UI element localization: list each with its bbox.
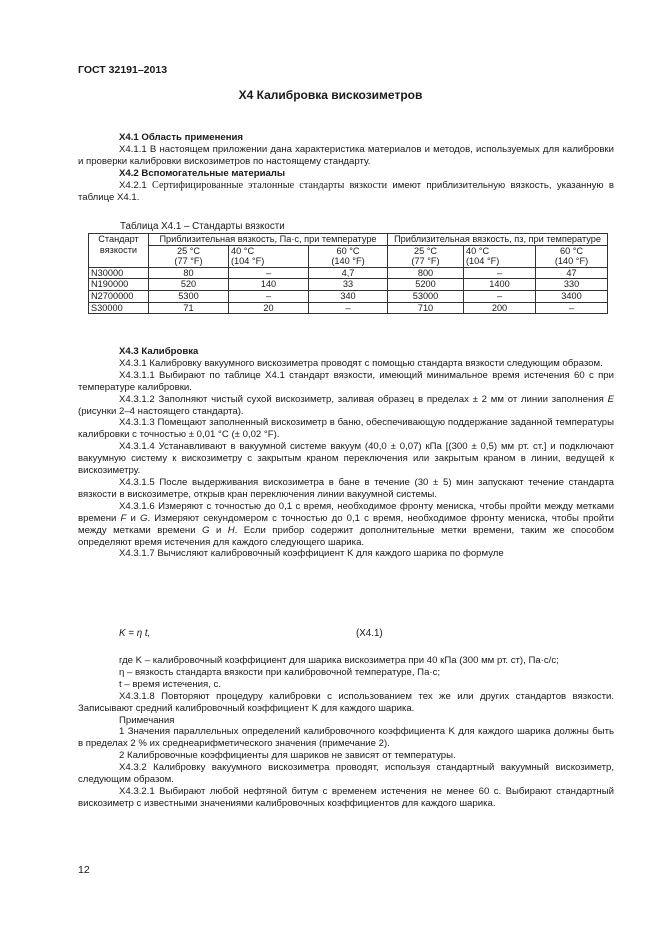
table-row (89, 267, 608, 279)
header-standard: Стандарт вязкости (89, 234, 149, 268)
table-cell: – (229, 290, 309, 302)
paragraph-text: имеют приблизительную вязкость, указанную в таблице Х4.1. (78, 179, 615, 203)
temp-cell: 25 °С (77 °F) (149, 245, 229, 267)
note-1: 1 Значения параллельных определений калибровочного коэффициента K для каждого шарика должны быть в пределах 2 % их среднеарифметического значения (примечание 2). (78, 726, 614, 750)
formula-where: где K – калибровочный коэффициент для шарика вискозиметра при 40 кПа (300 мм рт. ст), Па·с/с; (119, 655, 559, 666)
notes-title: Примечания (119, 714, 175, 726)
section-3 (78, 346, 614, 560)
paragraph-x4-3-2-1: Х4.3.2.1 Выбирают любой нефтяной битум с временем истечения не менее 60 с. Выбирают стандартный вискозиметр с известными значениями калибровочных коэффициентов для каждого шарика. (78, 785, 614, 809)
label-e: Е (607, 393, 614, 405)
paragraph-x4-1-1: Х4.1.1 В настоящем приложении дана характеристика материалов и методов, используемых для калибровки и проверки калибровки вискозиметров по настоящему стандарту. (78, 143, 614, 167)
certified-standards-text: Сертифицированные эталонные стандарты вязкости (152, 179, 388, 191)
paragraph-x4-3-2: Х4.3.2 Калибровку вакуумного вискозиметра проводят, используя стандартный вакуумный вискозиметр, следующим образом. (78, 762, 614, 786)
table-cell: N190000 (89, 279, 149, 291)
table-cell: 710 (388, 302, 464, 314)
table-cell: 71 (149, 302, 229, 314)
paragraph-x4-3-1-7: Х4.3.1.7 Вычисляют калибровочный коэффициент K для каждого шарика по формуле (119, 548, 504, 560)
page-number: 12 (78, 864, 90, 876)
table-cell: 3400 (536, 290, 608, 302)
paragraph-x4-2-1 (78, 180, 614, 204)
table-cell: – (464, 290, 536, 302)
table-cell: – (536, 302, 608, 314)
table-cell: 330 (536, 279, 608, 291)
table-cell: 200 (464, 302, 536, 314)
table-row (89, 302, 608, 314)
table-cell: 5300 (149, 290, 229, 302)
table-cell: 80 (149, 267, 229, 279)
table-temperature-row (89, 245, 608, 267)
temp-cell: 60 °С (140 °F) (309, 245, 388, 267)
table-cell: 5200 (388, 279, 464, 291)
table-cell: – (309, 302, 388, 314)
section-heading-x4-2: Х4.2 Вспомогательные материалы (119, 167, 286, 179)
formula-number: (Х4.1) (356, 628, 383, 639)
formula-t: t – время истечения, с. (119, 678, 221, 690)
table-cell: 520 (149, 279, 229, 291)
section-after-formula (78, 655, 614, 810)
sections-1-2 (78, 132, 614, 203)
table-cell: 33 (309, 279, 388, 291)
header-pz: Приблизительная вязкость, пз, при температуре (388, 234, 608, 246)
table-cell: N2700000 (89, 290, 149, 302)
table-row (89, 290, 608, 302)
table-row (89, 279, 608, 291)
header-pas: Приблизительная вязкость, Па·с, при температуре (149, 234, 388, 246)
paragraph-x4-3-1: Х4.3.1 Калибровку вакуумного вискозиметра проводят с помощью стандарта вязкости следующим образом. (119, 357, 603, 369)
paragraph-x4-3-1-6: Х4.3.1.6 Измеряют с точностью до 0,1 с время, необходимое фронту мениска, чтобы пройти между метками времени F и G. Измеряют секундомером с точностью до 0,1 с время, необходимое фронту мениска, чтобы пройти между метками времени G и H. Если прибор содержит дополнительные метки времени, таким же способом определяют время истечения для каждого следующего шарика. (78, 500, 614, 548)
table-cell: N30000 (89, 267, 149, 279)
viscosity-standards-table (88, 233, 608, 314)
table-cell: 20 (229, 302, 309, 314)
table-cell: 1400 (464, 279, 536, 291)
formula-eta: η – вязкость стандарта вязкости при калибровочной температуре, Па·с; (119, 666, 441, 678)
section-heading-x4-1: Х4.1 Область применения (119, 132, 243, 143)
table-cell: 140 (229, 279, 309, 291)
paragraph-x4-3-1-8: Х4.3.1.8 Повторяют процедуру калибровки с использованием тех же или других стандартов вязкости. Записывают средний калибровочный коэффициент K для каждого шарика. (78, 690, 614, 714)
paragraph-x4-3-1-1: Х4.3.1.1 Выбирают по таблице Х4.1 стандарт вязкости, имеющий минимальное время истечения 60 с при температуре калибровки. (78, 369, 614, 393)
table-cell: 4,7 (309, 267, 388, 279)
note-2: 2 Калибровочные коэффициенты для шариков не зависят от температуры. (119, 750, 456, 762)
paragraph-number: Х4.2.1 (119, 179, 147, 191)
paragraph-x4-3-1-2: Х4.3.1.2 Заполняют чистый сухой вискозиметр, заливая образец в пределах ± 2 мм от линии заполнения Е (рисунки 2–4 настоящего стандарта). (78, 393, 614, 417)
section-heading-x4-3: Х4.3 Калибровка (119, 346, 199, 357)
paragraph-x4-3-1-5: Х4.3.1.5 После выдерживания вискозиметра в бане в течение (30 ± 5) мин запускают течение стандарта вязкости в вискозиметре, открыв кран переключения линии вакуумной системы. (78, 476, 614, 500)
temp-cell: 60 °С (140 °F) (536, 245, 608, 267)
table-cell: S30000 (89, 302, 149, 314)
table-cell: – (464, 267, 536, 279)
table-cell: 47 (536, 267, 608, 279)
paragraph-x4-3-1-3: Х4.3.1.3 Помещают заполненный вискозиметр в баню, обеспечивающую поддержание заданной температуры калибровки с точностью ± 0,01 °С (± 0,02 °F). (78, 417, 614, 441)
table-cell: 53000 (388, 290, 464, 302)
temp-cell: 40 °С (104 °F) (464, 245, 536, 267)
paragraph-x4-3-1-4: Х4.3.1.4 Устанавливают в вакуумной системе вакуум (40,0 ± 0,07) кПа [(300 ± 0,5) мм рт. ст.] и подключают вакуумную систему к вискозиметру с закрытым краном переключения или закрытым краном в линии, ведущей к вискозиметру. (78, 441, 614, 477)
table-caption: Таблица Х4.1 – Стандарты вязкости (120, 221, 285, 232)
appendix-title: Х4 Калибровка вискозиметров (238, 88, 423, 102)
table-cell: 340 (309, 290, 388, 302)
temp-cell: 40 °С (104 °F) (229, 245, 309, 267)
formula-expression: K = η t, (119, 628, 151, 639)
table-cell: – (229, 267, 309, 279)
table-header-row (89, 234, 608, 246)
standard-header: ГОСТ 32191–2013 (78, 64, 168, 76)
table-cell: 800 (388, 267, 464, 279)
temp-cell: 25 °С (77 °F) (388, 245, 464, 267)
